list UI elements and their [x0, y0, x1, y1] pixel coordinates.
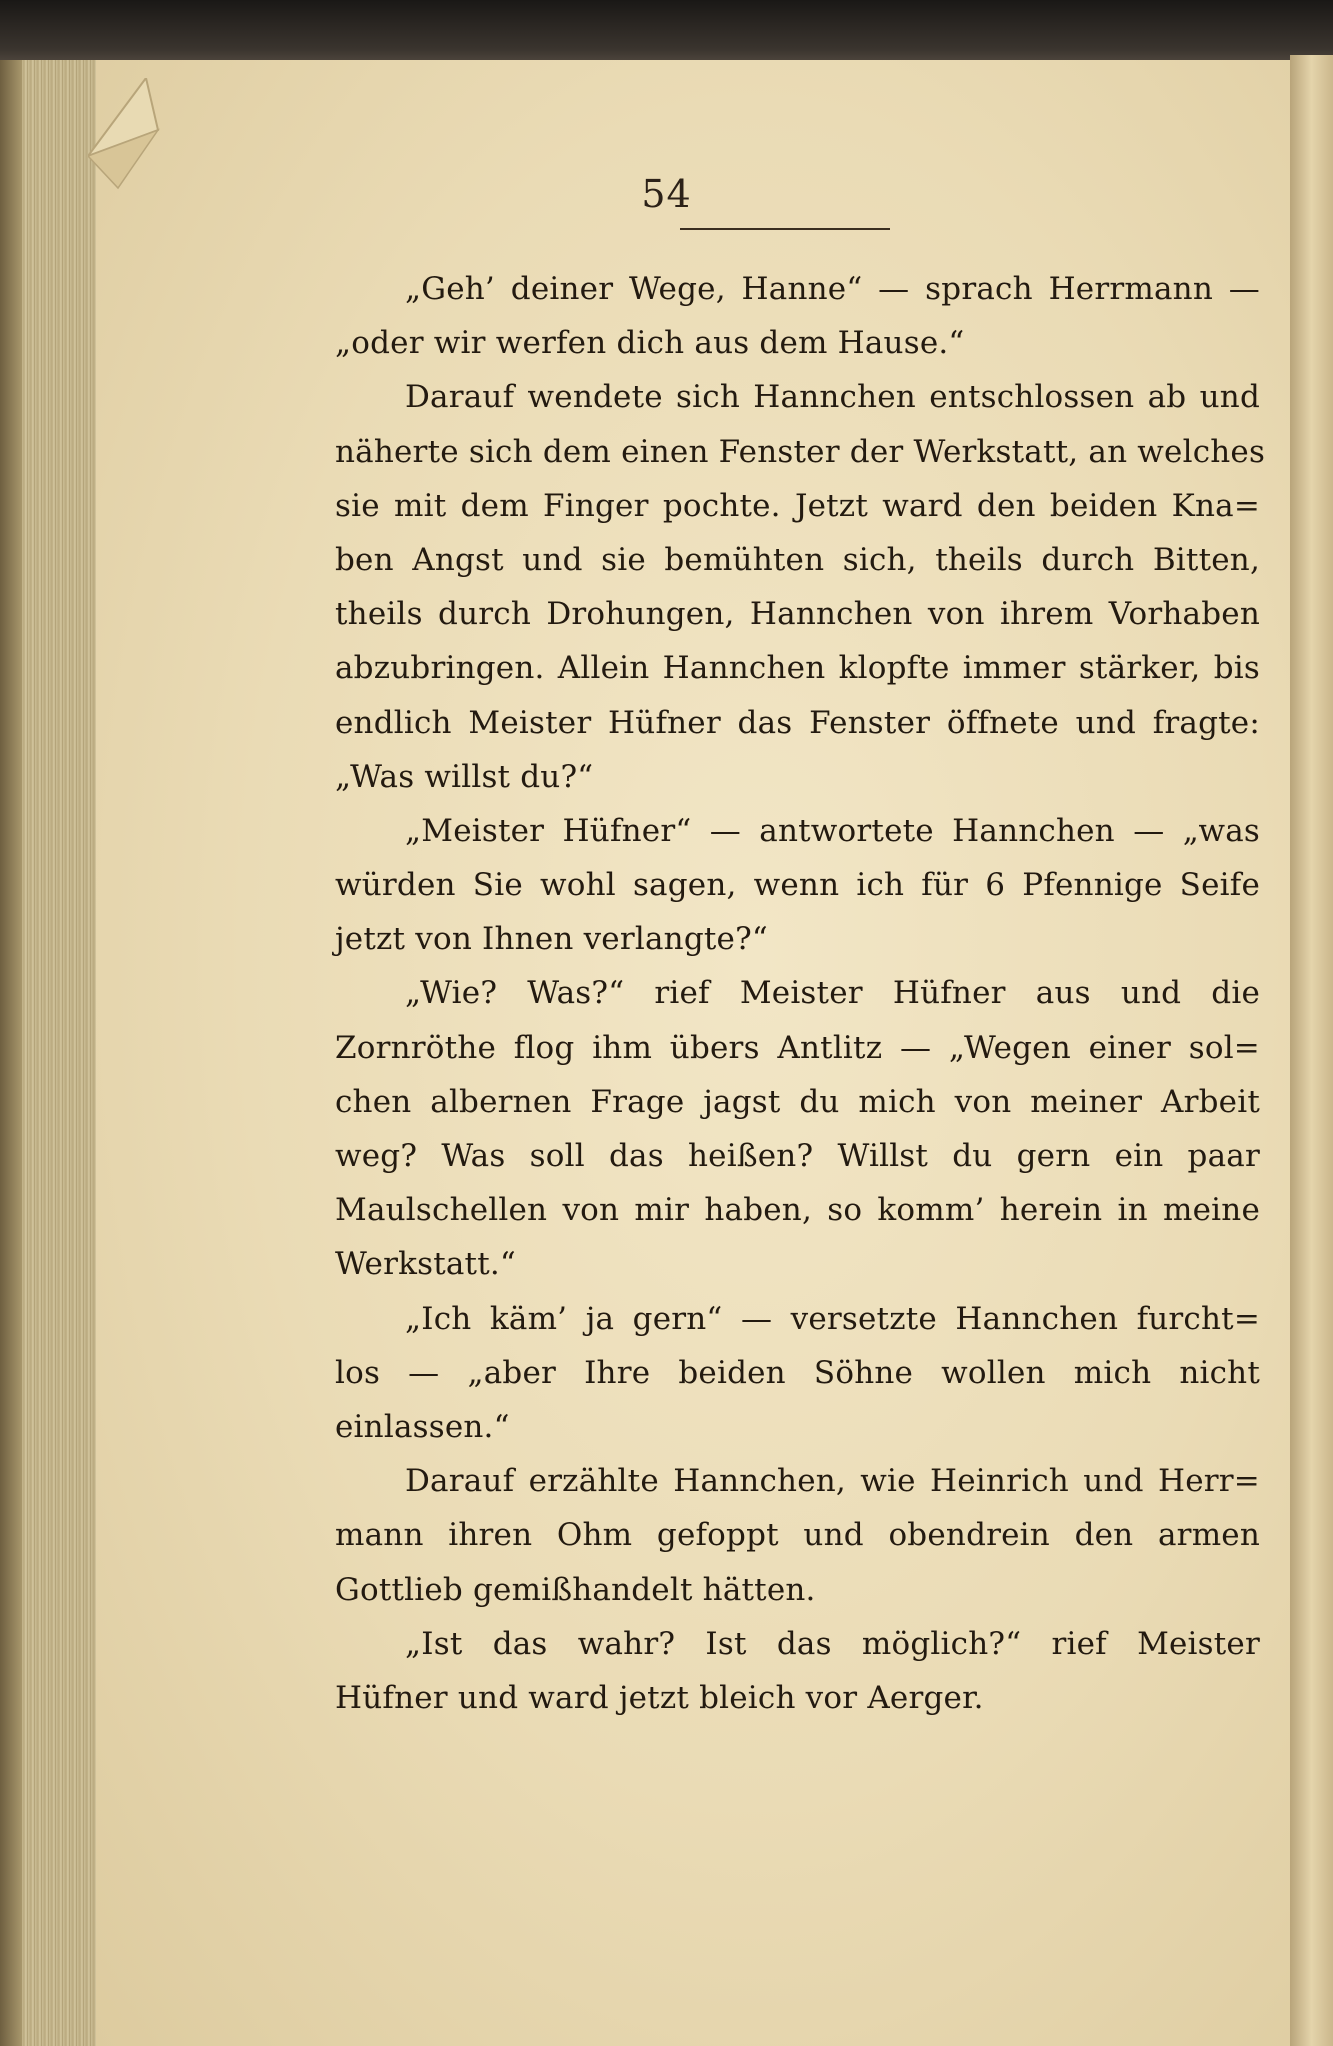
text-line: Zornröthe flog ihm übers Antlitz — „Wegen einer sol= [335, 1029, 1260, 1066]
text-line: „Geh’ deiner Wege, Hanne“ — sprach Herrmann — [405, 271, 1260, 307]
text-line: endlich Meister Hüfner das Fenster öffnete und fragte: [335, 704, 1260, 741]
text-line: einlassen.“ [335, 1408, 510, 1445]
text-line: Darauf erzählte Hannchen, wie Heinrich und Herr= [405, 1463, 1260, 1500]
text-line: abzubringen. Allein Hannchen klopfte immer stärker, bis [335, 650, 1260, 687]
text-line: „Wie? Was?“ rief Meister Hüfner aus und die [405, 975, 1260, 1012]
page-number: 54 [641, 172, 692, 216]
text-line: theils durch Drohungen, Hannchen von ihrem Vorhaben [335, 596, 1260, 633]
text-line: jetzt von Ihnen verlangte?“ [335, 921, 768, 958]
text-line: chen albernen Frage jagst du mich von meiner Arbeit [335, 1083, 1260, 1120]
text-line: Darauf wendete sich Hannchen entschlossen ab und [405, 379, 1260, 416]
header-rule [680, 228, 890, 230]
page-edges-stack [0, 60, 98, 2046]
text-line: ben Angst und sie bemühten sich, theils durch Bitten, [335, 541, 1260, 578]
text-line: würden Sie wohl sagen, wenn ich für 6 Pfennige Seife [335, 867, 1260, 904]
text-line: „Ich käm’ ja gern“ — versetzte Hannchen furcht= [405, 1300, 1260, 1337]
text-line: „Ist das wahr? Ist das möglich?“ rief Meister [405, 1625, 1260, 1662]
text-line: Hüfner und ward jetzt bleich vor Aerger. [335, 1679, 984, 1716]
text-line: „Meister Hüfner“ — antwortete Hannchen — „was [405, 812, 1260, 849]
text-line: näherte sich dem einen Fenster der Werkstatt, an welches [335, 433, 1266, 470]
text-line: Gottlieb gemißhandelt hätten. [335, 1571, 816, 1608]
text-line: weg? Was soll das heißen? Willst du gern ein paar [335, 1138, 1260, 1174]
text-line: sie mit dem Finger pochte. Jetzt ward den beiden Kna= [335, 487, 1260, 524]
body-text [335, 262, 1266, 1725]
text-line: mann ihren Ohm gefoppt und obendrein den armen [335, 1517, 1260, 1554]
text-line: „oder wir werfen dich aus dem Hause.“ [335, 325, 965, 362]
opposite-leaf-edge [1290, 55, 1333, 2046]
text-line: Werkstatt.“ [335, 1246, 516, 1283]
text-line: „Was willst du?“ [335, 758, 594, 795]
text-line: Maulschellen von mir haben, so komm’ herein in meine [335, 1192, 1260, 1229]
text-line: los — „aber Ihre beiden Söhne wollen mich nicht [335, 1354, 1260, 1391]
